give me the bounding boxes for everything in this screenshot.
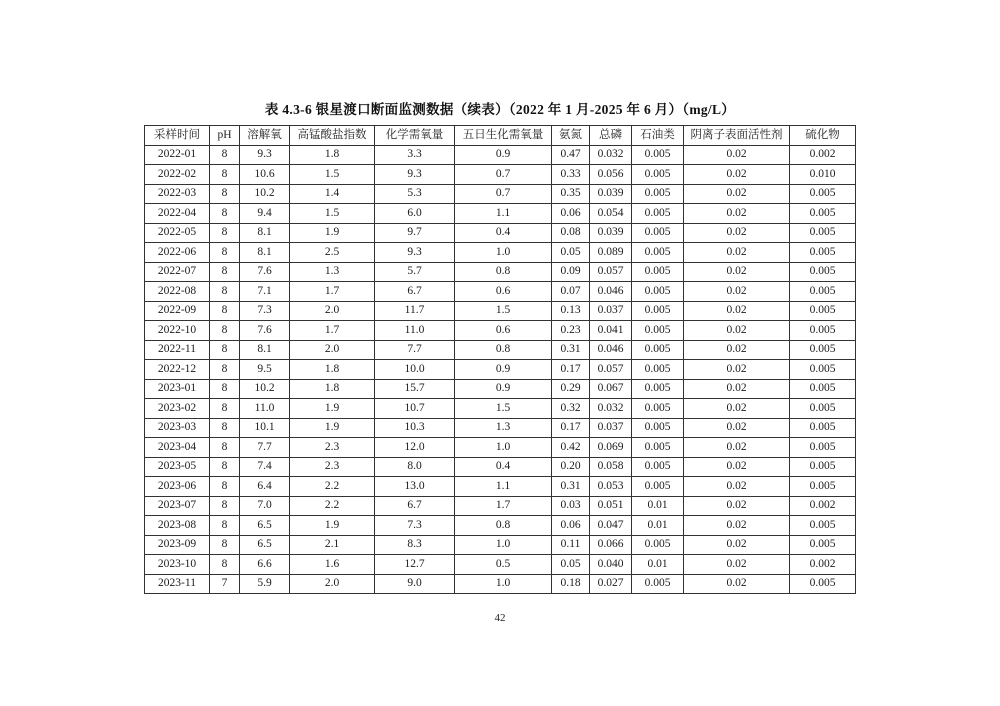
table-cell: 0.5 — [455, 555, 552, 575]
table-cell: 8 — [210, 321, 240, 341]
table-cell: 6.4 — [240, 477, 290, 497]
table-cell: 1.1 — [455, 477, 552, 497]
table-cell: 0.08 — [552, 223, 590, 243]
table-cell: 0.6 — [455, 321, 552, 341]
table-cell: 0.005 — [632, 574, 684, 594]
table-cell: 0.02 — [684, 282, 790, 302]
table-cell: 2.0 — [290, 340, 375, 360]
table-cell: 0.02 — [684, 184, 790, 204]
table-cell: 0.002 — [790, 145, 856, 165]
table-cell: 11.7 — [375, 301, 455, 321]
table-cell: 0.037 — [590, 301, 632, 321]
column-header: 溶解氧 — [240, 126, 290, 146]
table-cell: 0.041 — [590, 321, 632, 341]
column-header: 阴离子表面活性剂 — [684, 126, 790, 146]
column-header: 石油类 — [632, 126, 684, 146]
table-cell: 11.0 — [240, 399, 290, 419]
table-cell: 0.027 — [590, 574, 632, 594]
table-row — [145, 477, 856, 497]
table-cell: 0.005 — [790, 243, 856, 263]
table-row — [145, 418, 856, 438]
table-cell: 2023-02 — [145, 399, 210, 419]
table-cell: 0.005 — [790, 379, 856, 399]
table-cell: 0.02 — [684, 204, 790, 224]
table-cell: 1.6 — [290, 555, 375, 575]
table-cell: 0.005 — [790, 418, 856, 438]
table-cell: 0.037 — [590, 418, 632, 438]
table-cell: 7.6 — [240, 321, 290, 341]
table-cell: 8.3 — [375, 535, 455, 555]
table-cell: 0.02 — [684, 457, 790, 477]
table-cell: 10.0 — [375, 360, 455, 380]
table-cell: 0.005 — [790, 457, 856, 477]
table-cell: 8 — [210, 262, 240, 282]
table-cell: 0.31 — [552, 477, 590, 497]
table-cell: 9.3 — [375, 243, 455, 263]
table-cell: 2023-03 — [145, 418, 210, 438]
table-row — [145, 145, 856, 165]
table-cell: 0.005 — [632, 535, 684, 555]
table-header — [145, 126, 856, 146]
table-cell: 8.1 — [240, 243, 290, 263]
table-cell: 0.4 — [455, 457, 552, 477]
table-cell: 7 — [210, 574, 240, 594]
table-cell: 7.4 — [240, 457, 290, 477]
table-cell: 2.0 — [290, 301, 375, 321]
table-row — [145, 262, 856, 282]
table-cell: 1.1 — [455, 204, 552, 224]
page-number: 42 — [494, 612, 506, 624]
table-cell: 0.02 — [684, 477, 790, 497]
table-cell: 0.20 — [552, 457, 590, 477]
table-cell: 1.9 — [290, 399, 375, 419]
table-cell: 0.057 — [590, 262, 632, 282]
table-cell: 2022-01 — [145, 145, 210, 165]
table-cell: 0.005 — [632, 301, 684, 321]
table-cell: 0.11 — [552, 535, 590, 555]
table-cell: 0.02 — [684, 223, 790, 243]
table-cell: 0.005 — [632, 223, 684, 243]
table-cell: 1.0 — [455, 535, 552, 555]
table-cell: 0.005 — [632, 145, 684, 165]
table-cell: 6.5 — [240, 516, 290, 536]
table-cell: 0.8 — [455, 262, 552, 282]
table-cell: 0.02 — [684, 262, 790, 282]
table-cell: 0.02 — [684, 243, 790, 263]
column-header: pH — [210, 126, 240, 146]
table-cell: 12.0 — [375, 438, 455, 458]
table-cell: 1.9 — [290, 516, 375, 536]
table-cell: 0.005 — [632, 282, 684, 302]
table-cell: 7.1 — [240, 282, 290, 302]
table-cell: 8 — [210, 535, 240, 555]
table-cell: 2023-01 — [145, 379, 210, 399]
table-header-row — [145, 126, 856, 146]
table-cell: 0.005 — [632, 418, 684, 438]
table-cell: 0.8 — [455, 516, 552, 536]
table-cell: 0.005 — [790, 574, 856, 594]
table-cell: 0.35 — [552, 184, 590, 204]
table-cell: 9.5 — [240, 360, 290, 380]
table-cell: 2022-08 — [145, 282, 210, 302]
table-cell: 0.005 — [632, 477, 684, 497]
table-row — [145, 399, 856, 419]
table-cell: 1.8 — [290, 145, 375, 165]
table-cell: 6.6 — [240, 555, 290, 575]
table-cell: 0.005 — [790, 204, 856, 224]
table-cell: 0.002 — [790, 555, 856, 575]
table-cell: 8 — [210, 243, 240, 263]
table-row — [145, 340, 856, 360]
table-cell: 0.054 — [590, 204, 632, 224]
table-cell: 0.057 — [590, 360, 632, 380]
table-title: 表 4.3-6 银星渡口断面监测数据（续表）（2022 年 1 月-2025 年 6 月）（mg/L） — [264, 102, 736, 117]
table-cell: 10.2 — [240, 379, 290, 399]
table-cell: 9.7 — [375, 223, 455, 243]
table-row — [145, 301, 856, 321]
table-cell: 2022-11 — [145, 340, 210, 360]
table-cell: 2023-07 — [145, 496, 210, 516]
table-cell: 0.040 — [590, 555, 632, 575]
table-cell: 0.02 — [684, 535, 790, 555]
table-cell: 10.1 — [240, 418, 290, 438]
table-cell: 2023-09 — [145, 535, 210, 555]
table-cell: 11.0 — [375, 321, 455, 341]
table-cell: 0.005 — [790, 477, 856, 497]
table-cell: 10.3 — [375, 418, 455, 438]
table-cell: 6.7 — [375, 282, 455, 302]
table-cell: 0.01 — [632, 516, 684, 536]
table-cell: 1.3 — [290, 262, 375, 282]
table-cell: 1.5 — [290, 204, 375, 224]
table-cell: 7.0 — [240, 496, 290, 516]
table-row — [145, 516, 856, 536]
table-cell: 1.0 — [455, 438, 552, 458]
table-cell: 2.2 — [290, 496, 375, 516]
table-cell: 0.07 — [552, 282, 590, 302]
table-cell: 0.005 — [790, 438, 856, 458]
table-cell: 1.9 — [290, 418, 375, 438]
column-header: 高锰酸盐指数 — [290, 126, 375, 146]
table-cell: 0.032 — [590, 399, 632, 419]
table-cell: 0.032 — [590, 145, 632, 165]
table-cell: 5.7 — [375, 262, 455, 282]
table-cell: 0.089 — [590, 243, 632, 263]
table-cell: 8 — [210, 457, 240, 477]
table-cell: 0.005 — [790, 516, 856, 536]
table-cell: 0.069 — [590, 438, 632, 458]
table-cell: 1.8 — [290, 379, 375, 399]
column-header: 硫化物 — [790, 126, 856, 146]
table-cell: 2022-09 — [145, 301, 210, 321]
table-cell: 2023-06 — [145, 477, 210, 497]
table-cell: 0.33 — [552, 165, 590, 185]
table-row — [145, 555, 856, 575]
table-cell: 5.3 — [375, 184, 455, 204]
table-cell: 0.23 — [552, 321, 590, 341]
table-cell: 0.005 — [790, 360, 856, 380]
column-header: 总磷 — [590, 126, 632, 146]
table-cell: 1.5 — [455, 301, 552, 321]
table-row — [145, 223, 856, 243]
table-cell: 0.29 — [552, 379, 590, 399]
table-cell: 0.005 — [790, 301, 856, 321]
table-row — [145, 496, 856, 516]
table-cell: 2022-06 — [145, 243, 210, 263]
table-cell: 8 — [210, 165, 240, 185]
table-cell: 2022-12 — [145, 360, 210, 380]
table-cell: 12.7 — [375, 555, 455, 575]
table-cell: 8 — [210, 496, 240, 516]
table-cell: 0.005 — [632, 399, 684, 419]
table-cell: 2023-10 — [145, 555, 210, 575]
table-cell: 2.3 — [290, 438, 375, 458]
table-cell: 0.06 — [552, 516, 590, 536]
table-cell: 2.0 — [290, 574, 375, 594]
table-cell: 0.02 — [684, 496, 790, 516]
table-cell: 0.01 — [632, 555, 684, 575]
monitoring-data-table — [144, 125, 856, 594]
table-cell: 0.005 — [632, 184, 684, 204]
table-cell: 0.051 — [590, 496, 632, 516]
table-cell: 8.0 — [375, 457, 455, 477]
table-cell: 0.02 — [684, 340, 790, 360]
table-cell: 0.13 — [552, 301, 590, 321]
column-header: 氨氮 — [552, 126, 590, 146]
table-cell: 7.7 — [240, 438, 290, 458]
table-row — [145, 574, 856, 594]
table-cell: 8 — [210, 399, 240, 419]
table-cell: 2023-05 — [145, 457, 210, 477]
table-cell: 9.4 — [240, 204, 290, 224]
table-cell: 8 — [210, 223, 240, 243]
table-cell: 13.0 — [375, 477, 455, 497]
table-cell: 0.7 — [455, 184, 552, 204]
table-cell: 5.9 — [240, 574, 290, 594]
table-cell: 7.7 — [375, 340, 455, 360]
table-cell: 8 — [210, 360, 240, 380]
table-cell: 0.067 — [590, 379, 632, 399]
table-cell: 6.5 — [240, 535, 290, 555]
table-cell: 0.9 — [455, 360, 552, 380]
table-cell: 1.0 — [455, 243, 552, 263]
table-cell: 2022-05 — [145, 223, 210, 243]
table-row — [145, 438, 856, 458]
table-cell: 7.3 — [375, 516, 455, 536]
table-cell: 8.1 — [240, 340, 290, 360]
table-cell: 6.7 — [375, 496, 455, 516]
table-cell: 0.4 — [455, 223, 552, 243]
table-cell: 0.9 — [455, 145, 552, 165]
table-cell: 0.047 — [590, 516, 632, 536]
table-cell: 0.02 — [684, 555, 790, 575]
table-cell: 15.7 — [375, 379, 455, 399]
table-cell: 1.8 — [290, 360, 375, 380]
column-header: 五日生化需氧量 — [455, 126, 552, 146]
table-row — [145, 360, 856, 380]
table-cell: 2022-03 — [145, 184, 210, 204]
table-cell: 0.02 — [684, 360, 790, 380]
table-body — [145, 145, 856, 594]
table-cell: 0.046 — [590, 282, 632, 302]
column-header: 化学需氧量 — [375, 126, 455, 146]
table-cell: 8 — [210, 438, 240, 458]
table-cell: 0.005 — [632, 438, 684, 458]
table-cell: 8 — [210, 477, 240, 497]
column-header: 采样时间 — [145, 126, 210, 146]
table-cell: 2023-08 — [145, 516, 210, 536]
table-cell: 7.3 — [240, 301, 290, 321]
table-cell: 0.03 — [552, 496, 590, 516]
table-cell: 0.47 — [552, 145, 590, 165]
table-cell: 0.05 — [552, 555, 590, 575]
table-cell: 0.005 — [790, 282, 856, 302]
table-cell: 8 — [210, 555, 240, 575]
table-cell: 0.02 — [684, 165, 790, 185]
table-cell: 1.5 — [290, 165, 375, 185]
table-cell: 2.3 — [290, 457, 375, 477]
table-cell: 0.005 — [632, 262, 684, 282]
table-cell: 0.005 — [790, 262, 856, 282]
table-cell: 2022-02 — [145, 165, 210, 185]
table-cell: 6.0 — [375, 204, 455, 224]
table-cell: 0.01 — [632, 496, 684, 516]
table-cell: 0.7 — [455, 165, 552, 185]
table-cell: 8.1 — [240, 223, 290, 243]
table-cell: 2022-10 — [145, 321, 210, 341]
table-cell: 9.0 — [375, 574, 455, 594]
table-cell: 2022-07 — [145, 262, 210, 282]
table-cell: 1.7 — [455, 496, 552, 516]
table-cell: 8 — [210, 418, 240, 438]
table-cell: 8 — [210, 184, 240, 204]
table-cell: 0.066 — [590, 535, 632, 555]
table-cell: 0.02 — [684, 516, 790, 536]
table-cell: 0.17 — [552, 418, 590, 438]
table-cell: 0.02 — [684, 399, 790, 419]
table-cell: 1.3 — [455, 418, 552, 438]
table-cell: 0.32 — [552, 399, 590, 419]
table-cell: 0.039 — [590, 223, 632, 243]
table-row — [145, 379, 856, 399]
table-row — [145, 282, 856, 302]
table-cell: 0.005 — [632, 243, 684, 263]
table-cell: 10.7 — [375, 399, 455, 419]
table-cell: 0.005 — [790, 535, 856, 555]
table-cell: 0.056 — [590, 165, 632, 185]
table-cell: 1.4 — [290, 184, 375, 204]
table-cell: 0.005 — [632, 165, 684, 185]
table-row — [145, 184, 856, 204]
table-row — [145, 204, 856, 224]
table-cell: 0.06 — [552, 204, 590, 224]
table-cell: 0.005 — [632, 340, 684, 360]
table-cell: 0.005 — [632, 360, 684, 380]
table-cell: 2.5 — [290, 243, 375, 263]
table-cell: 2023-04 — [145, 438, 210, 458]
table-cell: 8 — [210, 516, 240, 536]
table-row — [145, 457, 856, 477]
table-cell: 8 — [210, 340, 240, 360]
table-cell: 0.002 — [790, 496, 856, 516]
table-cell: 8 — [210, 379, 240, 399]
table-cell: 0.09 — [552, 262, 590, 282]
table-cell: 1.7 — [290, 321, 375, 341]
table-cell: 0.05 — [552, 243, 590, 263]
table-cell: 0.005 — [632, 321, 684, 341]
table-cell: 0.005 — [790, 340, 856, 360]
table-cell: 0.005 — [790, 184, 856, 204]
table-row — [145, 243, 856, 263]
table-cell: 1.9 — [290, 223, 375, 243]
table-cell: 7.6 — [240, 262, 290, 282]
table-cell: 0.053 — [590, 477, 632, 497]
table-cell: 8 — [210, 204, 240, 224]
table-cell: 8 — [210, 145, 240, 165]
table-cell: 1.0 — [455, 574, 552, 594]
table-row — [145, 321, 856, 341]
table-cell: 0.058 — [590, 457, 632, 477]
table-cell: 10.6 — [240, 165, 290, 185]
table-cell: 0.005 — [790, 399, 856, 419]
table-cell: 3.3 — [375, 145, 455, 165]
table-cell: 2.2 — [290, 477, 375, 497]
table-cell: 0.005 — [790, 321, 856, 341]
table-cell: 0.31 — [552, 340, 590, 360]
table-cell: 2022-04 — [145, 204, 210, 224]
table-cell: 0.02 — [684, 301, 790, 321]
table-cell: 0.046 — [590, 340, 632, 360]
table-cell: 0.010 — [790, 165, 856, 185]
table-cell: 9.3 — [240, 145, 290, 165]
table-cell: 0.42 — [552, 438, 590, 458]
table-cell: 0.18 — [552, 574, 590, 594]
table-cell: 0.005 — [632, 457, 684, 477]
table-cell: 2023-11 — [145, 574, 210, 594]
table-cell: 1.7 — [290, 282, 375, 302]
table-cell: 0.02 — [684, 321, 790, 341]
table-cell: 10.2 — [240, 184, 290, 204]
table-cell: 0.005 — [790, 223, 856, 243]
table-cell: 0.17 — [552, 360, 590, 380]
table-cell: 0.039 — [590, 184, 632, 204]
table-cell: 8 — [210, 282, 240, 302]
table-cell: 2.1 — [290, 535, 375, 555]
table-cell: 0.005 — [632, 204, 684, 224]
table-cell: 0.02 — [684, 438, 790, 458]
table-cell: 0.02 — [684, 574, 790, 594]
table-cell: 0.6 — [455, 282, 552, 302]
table-cell: 8 — [210, 301, 240, 321]
table-row — [145, 165, 856, 185]
table-cell: 0.9 — [455, 379, 552, 399]
table-cell: 0.02 — [684, 145, 790, 165]
table-row — [145, 535, 856, 555]
table-cell: 0.005 — [632, 379, 684, 399]
table-cell: 0.02 — [684, 418, 790, 438]
table-cell: 0.02 — [684, 379, 790, 399]
table-cell: 0.8 — [455, 340, 552, 360]
table-cell: 1.5 — [455, 399, 552, 419]
table-cell: 9.3 — [375, 165, 455, 185]
